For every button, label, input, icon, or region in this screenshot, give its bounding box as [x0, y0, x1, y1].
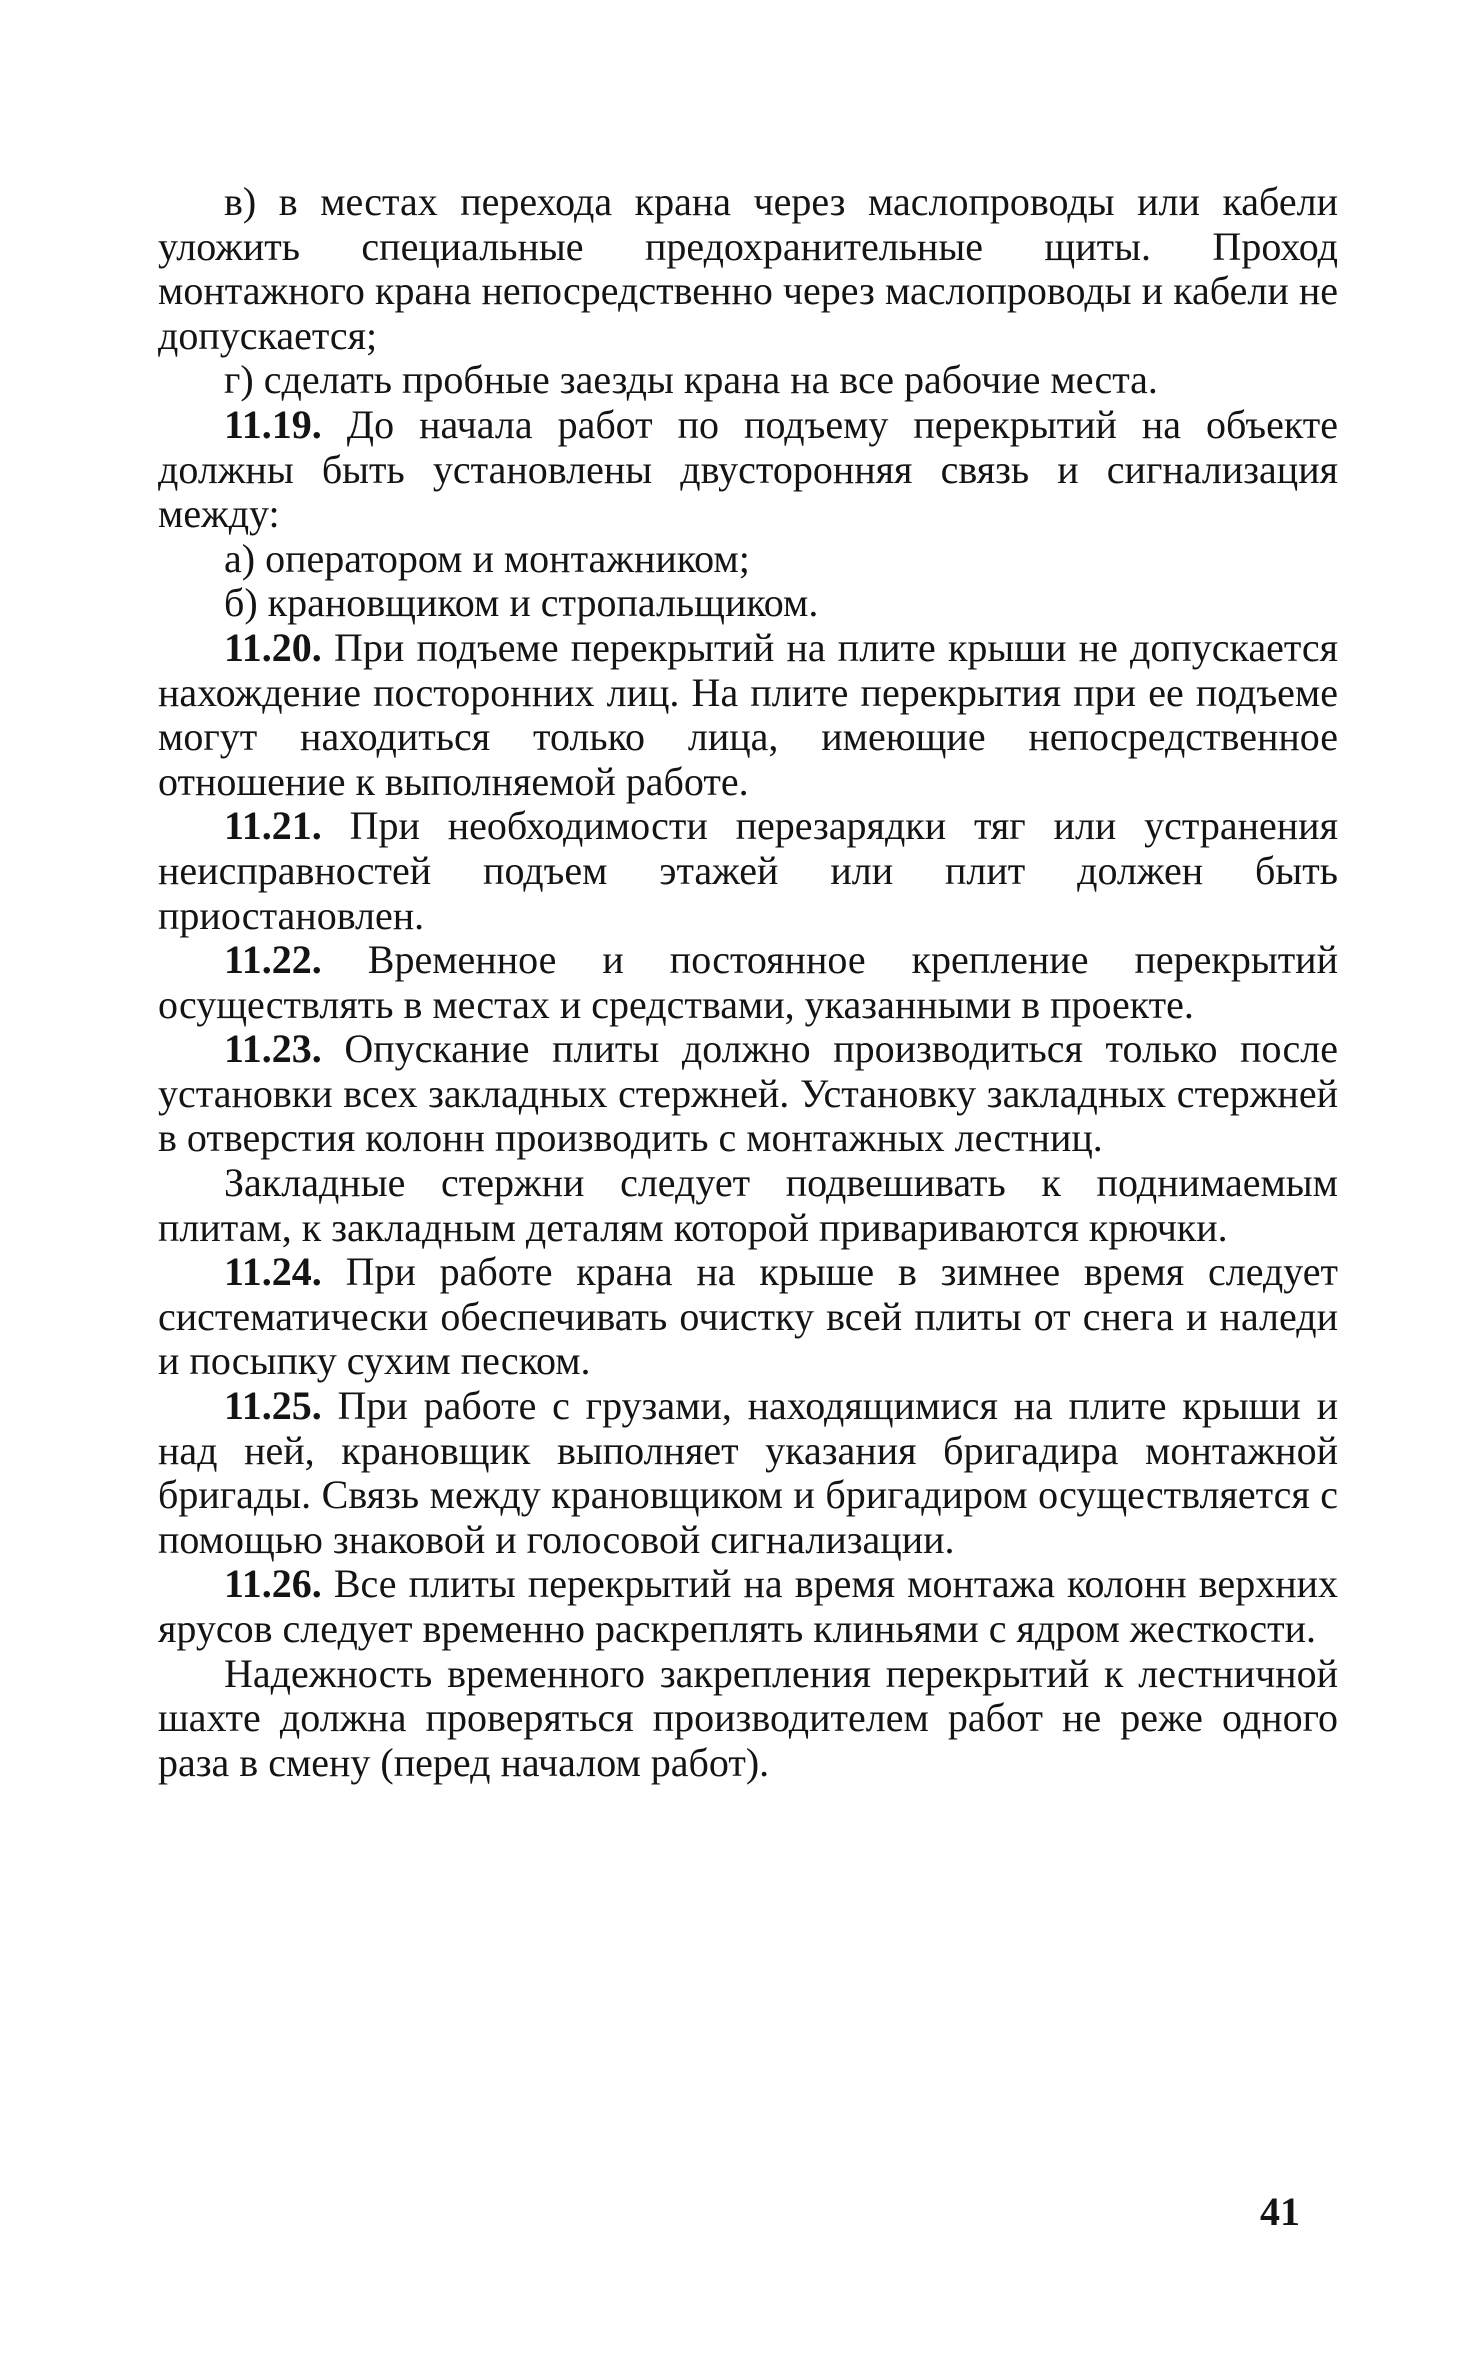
paragraph-text: г) сделать пробные заезды крана на все рабочие места.	[224, 357, 1158, 403]
paragraph-number: 11.25.	[224, 1383, 322, 1429]
paragraph-11-19	[158, 403, 1338, 537]
paragraph-11-23-continued	[158, 1161, 1338, 1250]
paragraph-number: 11.24.	[224, 1249, 322, 1295]
paragraph-text: При работе с грузами, находящимися на плите крыши и над ней, крановщик выполняет указания бригадира монтажной бригады. Связь между крановщиком и бригадиром осуществляется с помощью знаковой и голосовой сигнализации.	[158, 1383, 1338, 1562]
paragraph-text: б) крановщиком и стропальщиком.	[224, 580, 819, 626]
paragraph-11-20	[158, 626, 1338, 804]
paragraph-text: При необходимости перезарядки тяг или устранения неисправностей подъем этажей или плит должен быть приостановлен.	[158, 803, 1338, 938]
paragraph-number: 11.26.	[224, 1561, 322, 1607]
paragraph-number: 11.19.	[224, 401, 322, 447]
page-body	[158, 180, 1338, 1785]
paragraph-number: 11.23.	[224, 1026, 322, 1072]
paragraph-text: в) в местах перехода крана через маслопроводы или кабели уложить специальные предохранительные щиты. Проход монтажного крана непосредственно через маслопроводы и кабели не допускается;	[158, 179, 1338, 358]
paragraph-number: 11.20.	[224, 624, 322, 670]
paragraph-text: Закладные стержни следует подвешивать к поднимаемым плитам, к закладным деталям которой привариваются крючки.	[158, 1160, 1338, 1250]
paragraph-11-26-continued	[158, 1652, 1338, 1786]
paragraph-text: При подъеме перекрытий на плите крыши не допускается нахождение посторонних лиц. На плите перекрытия при ее подъеме могут находиться только лица, имеющие непосредственное отношение к выполняемой работе.	[158, 624, 1338, 804]
paragraph-11-22	[158, 938, 1338, 1027]
paragraph-text: При работе крана на крыше в зимнее время следует систематически обеспечивать очистку всей плиты от снега и наледи и посыпку сухим песком.	[158, 1249, 1338, 1384]
paragraph-11-21	[158, 804, 1338, 938]
page-number: 41	[1260, 2189, 1300, 2234]
paragraph-11-26	[158, 1562, 1338, 1651]
paragraph-number: 11.22.	[224, 937, 322, 983]
paragraph-11-23	[158, 1027, 1338, 1161]
paragraph-text: Опускание плиты должно производиться только после установки всех закладных стержней. Установку закладных стержней в отверстия колонн производить с монтажных лестниц.	[158, 1026, 1338, 1161]
paragraph-text: До начала работ по подъему перекрытий на объекте должны быть установлены двусторонняя связь и сигнализация между:	[158, 401, 1338, 537]
paragraph-text: Временное и постоянное крепление перекрытий осуществлять в местах и средствами, указанными в проекте.	[158, 937, 1338, 1027]
paragraph-text: Надежность временного закрепления перекрытий к лестничной шахте должна проверяться производителем работ не реже одного раза в смену (перед началом работ).	[158, 1650, 1338, 1785]
paragraph-text: а) оператором и монтажником;	[224, 535, 750, 581]
paragraph-11-25	[158, 1384, 1338, 1562]
paragraph-item-b	[158, 581, 1338, 626]
paragraph-item-a	[158, 537, 1338, 582]
paragraph-text: Все плиты перекрытий на время монтажа колонн верхних ярусов следует временно раскреплять клиньями с ядром жесткости.	[158, 1561, 1338, 1651]
paragraph-number: 11.21.	[224, 803, 322, 849]
paragraph-item-g	[158, 358, 1338, 403]
paragraph-11-24	[158, 1250, 1338, 1384]
paragraph-item-v	[158, 180, 1338, 358]
